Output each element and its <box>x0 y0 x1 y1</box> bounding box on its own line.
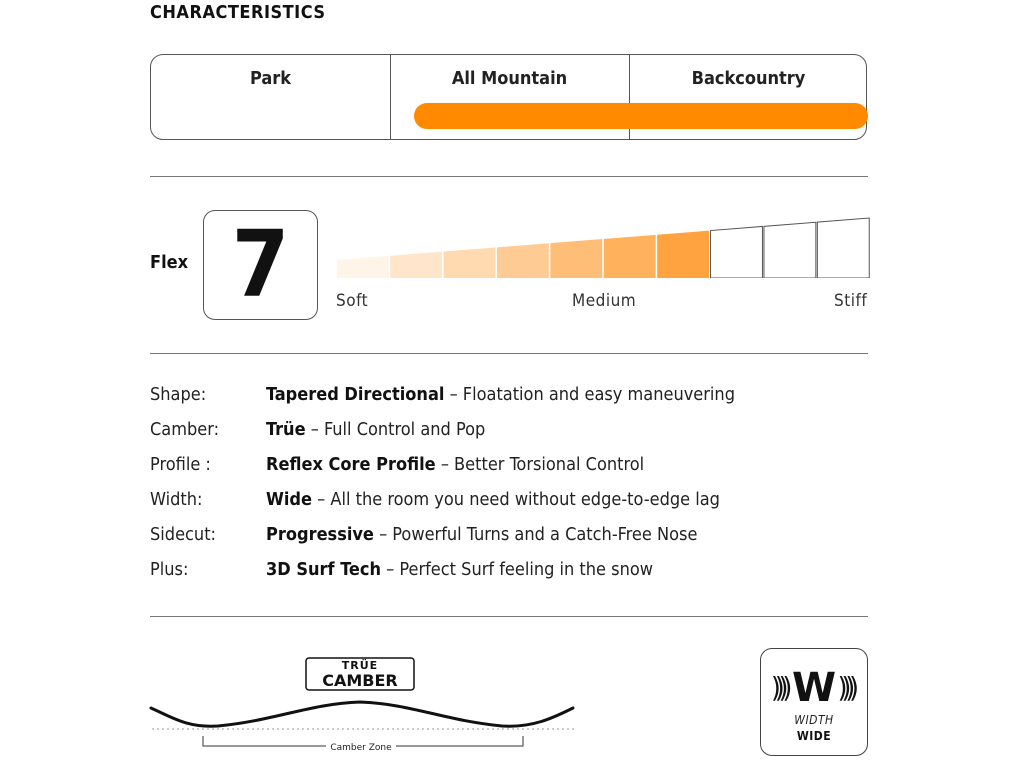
flex-scale-segment <box>390 252 442 278</box>
flex-scale-segment <box>817 218 869 278</box>
spec-key: Width: <box>150 489 203 510</box>
spec-key: Plus: <box>150 559 189 580</box>
terrain-column-park <box>151 55 391 139</box>
true-camber-logo <box>306 658 414 690</box>
terrain-label-backcountry: Backcountry <box>691 68 806 89</box>
spec-desc: – Powerful Turns and a Catch-Free Nose <box>373 524 698 545</box>
camber-logo-line1: TRÜE <box>341 659 379 672</box>
spec-key: Sidecut: <box>150 524 217 545</box>
section-title: CHARACTERISTICS <box>150 2 326 23</box>
flex-scale-segment <box>497 243 549 278</box>
spec-desc: – Perfect Surf feeling in the snow <box>380 559 653 580</box>
flex-tick-stiff: Stiff <box>834 291 868 311</box>
spec-desc: – All the room you need without edge-to-edge lag <box>312 489 720 510</box>
spec-name: Progressive <box>266 524 374 545</box>
terrain-label-park: Park <box>249 68 292 89</box>
width-badge-waves-left-icon: )))) <box>771 671 787 704</box>
spec-desc: – Floatation and easy maneuvering <box>444 384 735 405</box>
spec-key: Profile : <box>150 454 211 475</box>
width-badge-bottom-text: WIDE <box>796 729 832 743</box>
divider <box>150 176 868 177</box>
width-badge-waves-right-icon: )))) <box>837 671 853 704</box>
flex-scale-segment <box>764 222 816 278</box>
spec-desc: – Full Control and Pop <box>305 419 486 440</box>
flex-scale <box>336 214 870 278</box>
terrain-range-bar <box>414 103 868 129</box>
spec-name: Tapered Directional <box>266 384 445 405</box>
spec-name: Wide <box>266 489 312 510</box>
spec-name: Trüe <box>266 419 306 440</box>
flex-rating-box: 7 <box>203 210 318 320</box>
flex-label: Flex <box>150 252 189 273</box>
flex-scale-segment <box>444 247 496 278</box>
flex-tick-medium: Medium <box>572 291 637 311</box>
width-badge-top-text: WIDTH <box>794 713 834 727</box>
flex-scale-segment <box>550 239 602 278</box>
camber-logo-line2: CAMBER <box>322 671 398 690</box>
terrain-chart <box>150 54 867 140</box>
width-badge <box>760 648 868 756</box>
divider <box>150 616 868 617</box>
camber-board-curve <box>151 702 573 726</box>
divider <box>150 353 868 354</box>
flex-scale-segment <box>657 231 709 278</box>
width-badge-letter: W <box>791 665 837 711</box>
flex-tick-soft: Soft <box>336 291 369 311</box>
flex-scale-segment <box>604 235 656 278</box>
spec-name: 3D Surf Tech <box>266 559 381 580</box>
spec-key: Camber: <box>150 419 220 440</box>
spec-key: Shape: <box>150 384 207 405</box>
flex-scale-segment <box>337 256 389 278</box>
camber-profile-diagram <box>148 652 578 762</box>
terrain-label-all-mountain: All Mountain <box>451 68 568 89</box>
camber-zone-label: Camber Zone <box>330 743 392 753</box>
spec-desc: – Better Torsional Control <box>435 454 645 475</box>
flex-scale-segment <box>711 226 763 278</box>
spec-name: Reflex Core Profile <box>266 454 436 475</box>
